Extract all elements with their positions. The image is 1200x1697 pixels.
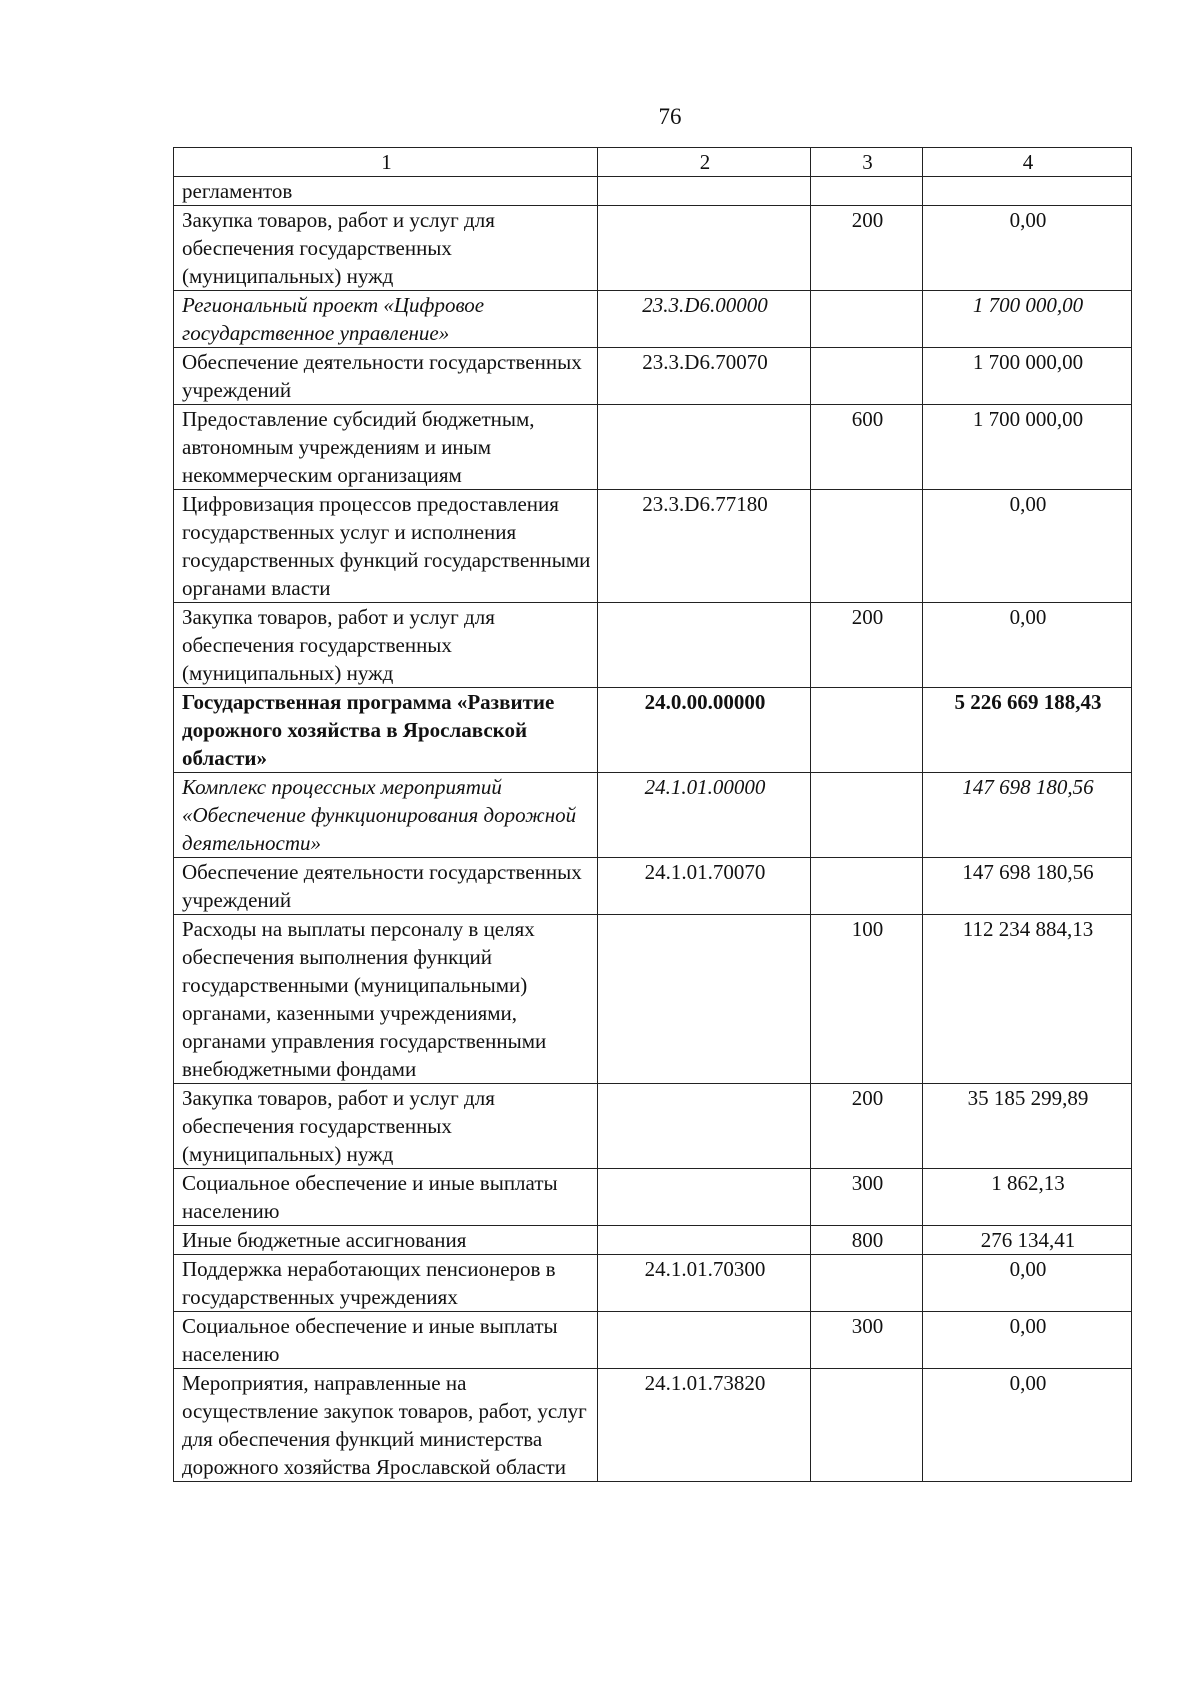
row-name-cell: Социальное обеспечение и иные выплаты населению bbox=[174, 1169, 598, 1226]
table-row bbox=[174, 291, 1132, 348]
row-expense-type-cell: 200 bbox=[811, 206, 923, 291]
row-name-cell: Социальное обеспечение и иные выплаты населению bbox=[174, 1312, 598, 1369]
row-amount-cell: 1 862,13 bbox=[923, 1169, 1132, 1226]
table-row bbox=[174, 1369, 1132, 1482]
row-code-cell: 24.0.00.00000 bbox=[598, 688, 811, 773]
row-expense-type-cell: 100 bbox=[811, 915, 923, 1084]
row-code-cell bbox=[598, 177, 811, 206]
row-code-cell: 24.1.01.00000 bbox=[598, 773, 811, 858]
row-amount-cell: 112 234 884,13 bbox=[923, 915, 1132, 1084]
row-code-cell bbox=[598, 915, 811, 1084]
row-expense-type-cell bbox=[811, 858, 923, 915]
table-row bbox=[174, 405, 1132, 490]
row-expense-type-cell bbox=[811, 348, 923, 405]
row-code-cell bbox=[598, 206, 811, 291]
table-body bbox=[174, 177, 1132, 1482]
header-row bbox=[174, 148, 1132, 177]
table-row bbox=[174, 688, 1132, 773]
row-amount-cell: 147 698 180,56 bbox=[923, 858, 1132, 915]
row-expense-type-cell bbox=[811, 490, 923, 603]
row-code-cell: 24.1.01.70070 bbox=[598, 858, 811, 915]
row-expense-type-cell: 200 bbox=[811, 1084, 923, 1169]
row-expense-type-cell: 300 bbox=[811, 1169, 923, 1226]
table-row bbox=[174, 1226, 1132, 1255]
row-expense-type-cell: 200 bbox=[811, 603, 923, 688]
row-code-cell bbox=[598, 405, 811, 490]
row-amount-cell: 0,00 bbox=[923, 1312, 1132, 1369]
row-amount-cell: 1 700 000,00 bbox=[923, 291, 1132, 348]
row-name-cell: Региональный проект «Цифровое государственное управление» bbox=[174, 291, 598, 348]
row-name-cell: Закупка товаров, работ и услуг для обеспечения государственных (муниципальных) нужд bbox=[174, 603, 598, 688]
row-expense-type-cell bbox=[811, 177, 923, 206]
row-code-cell bbox=[598, 1312, 811, 1369]
row-code-cell: 24.1.01.70300 bbox=[598, 1255, 811, 1312]
row-expense-type-cell bbox=[811, 773, 923, 858]
table-row bbox=[174, 177, 1132, 206]
table-row bbox=[174, 773, 1132, 858]
column-header: 1 bbox=[174, 148, 598, 177]
column-header: 3 bbox=[811, 148, 923, 177]
row-amount-cell bbox=[923, 177, 1132, 206]
row-code-cell bbox=[598, 603, 811, 688]
table-row bbox=[174, 858, 1132, 915]
row-amount-cell: 0,00 bbox=[923, 603, 1132, 688]
row-name-cell: Иные бюджетные ассигнования bbox=[174, 1226, 598, 1255]
row-name-cell: Закупка товаров, работ и услуг для обеспечения государственных (муниципальных) нужд bbox=[174, 1084, 598, 1169]
table-row bbox=[174, 348, 1132, 405]
row-expense-type-cell: 300 bbox=[811, 1312, 923, 1369]
row-code-cell: 23.3.D6.70070 bbox=[598, 348, 811, 405]
row-name-cell: Комплекс процессных мероприятий «Обеспечение функционирования дорожной деятельности» bbox=[174, 773, 598, 858]
row-code-cell: 23.3.D6.00000 bbox=[598, 291, 811, 348]
row-name-cell: Поддержка неработающих пенсионеров в государственных учреждениях bbox=[174, 1255, 598, 1312]
table-row bbox=[174, 1255, 1132, 1312]
table-row bbox=[174, 1169, 1132, 1226]
row-amount-cell: 147 698 180,56 bbox=[923, 773, 1132, 858]
column-header: 2 bbox=[598, 148, 811, 177]
row-amount-cell: 35 185 299,89 bbox=[923, 1084, 1132, 1169]
row-code-cell: 24.1.01.73820 bbox=[598, 1369, 811, 1482]
table-row bbox=[174, 490, 1132, 603]
row-code-cell bbox=[598, 1084, 811, 1169]
table-row bbox=[174, 603, 1132, 688]
row-name-cell: регламентов bbox=[174, 177, 598, 206]
row-expense-type-cell bbox=[811, 688, 923, 773]
table-row bbox=[174, 206, 1132, 291]
row-name-cell: Предоставление субсидий бюджетным, автономным учреждениям и иным некоммерческим организациям bbox=[174, 405, 598, 490]
row-amount-cell: 276 134,41 bbox=[923, 1226, 1132, 1255]
row-name-cell: Государственная программа «Развитие дорожного хозяйства в Ярославской области» bbox=[174, 688, 598, 773]
row-amount-cell: 0,00 bbox=[923, 490, 1132, 603]
row-expense-type-cell bbox=[811, 291, 923, 348]
row-amount-cell: 5 226 669 188,43 bbox=[923, 688, 1132, 773]
row-expense-type-cell: 800 bbox=[811, 1226, 923, 1255]
row-code-cell: 23.3.D6.77180 bbox=[598, 490, 811, 603]
row-name-cell: Расходы на выплаты персоналу в целях обеспечения выполнения функций государственными (муниципальными) органами, казенными учреждениями, органами управления государственными внебюджетными фондами bbox=[174, 915, 598, 1084]
row-name-cell: Обеспечение деятельности государственных учреждений bbox=[174, 348, 598, 405]
row-amount-cell: 0,00 bbox=[923, 1369, 1132, 1482]
row-amount-cell: 1 700 000,00 bbox=[923, 348, 1132, 405]
table-row bbox=[174, 915, 1132, 1084]
row-expense-type-cell bbox=[811, 1369, 923, 1482]
row-amount-cell: 0,00 bbox=[923, 206, 1132, 291]
row-expense-type-cell: 600 bbox=[811, 405, 923, 490]
table-row bbox=[174, 1084, 1132, 1169]
row-code-cell bbox=[598, 1169, 811, 1226]
row-amount-cell: 1 700 000,00 bbox=[923, 405, 1132, 490]
row-name-cell: Мероприятия, направленные на осуществление закупок товаров, работ, услуг для обеспечения функций министерства дорожного хозяйства Ярославской области bbox=[174, 1369, 598, 1482]
table-row bbox=[174, 1312, 1132, 1369]
row-amount-cell: 0,00 bbox=[923, 1255, 1132, 1312]
column-header: 4 bbox=[923, 148, 1132, 177]
budget-table bbox=[173, 147, 1132, 1482]
row-name-cell: Закупка товаров, работ и услуг для обеспечения государственных (муниципальных) нужд bbox=[174, 206, 598, 291]
row-code-cell bbox=[598, 1226, 811, 1255]
page-number: 76 bbox=[658, 104, 682, 129]
row-name-cell: Обеспечение деятельности государственных учреждений bbox=[174, 858, 598, 915]
row-expense-type-cell bbox=[811, 1255, 923, 1312]
row-name-cell: Цифровизация процессов предоставления государственных услуг и исполнения государственных функций государственными органами власти bbox=[174, 490, 598, 603]
